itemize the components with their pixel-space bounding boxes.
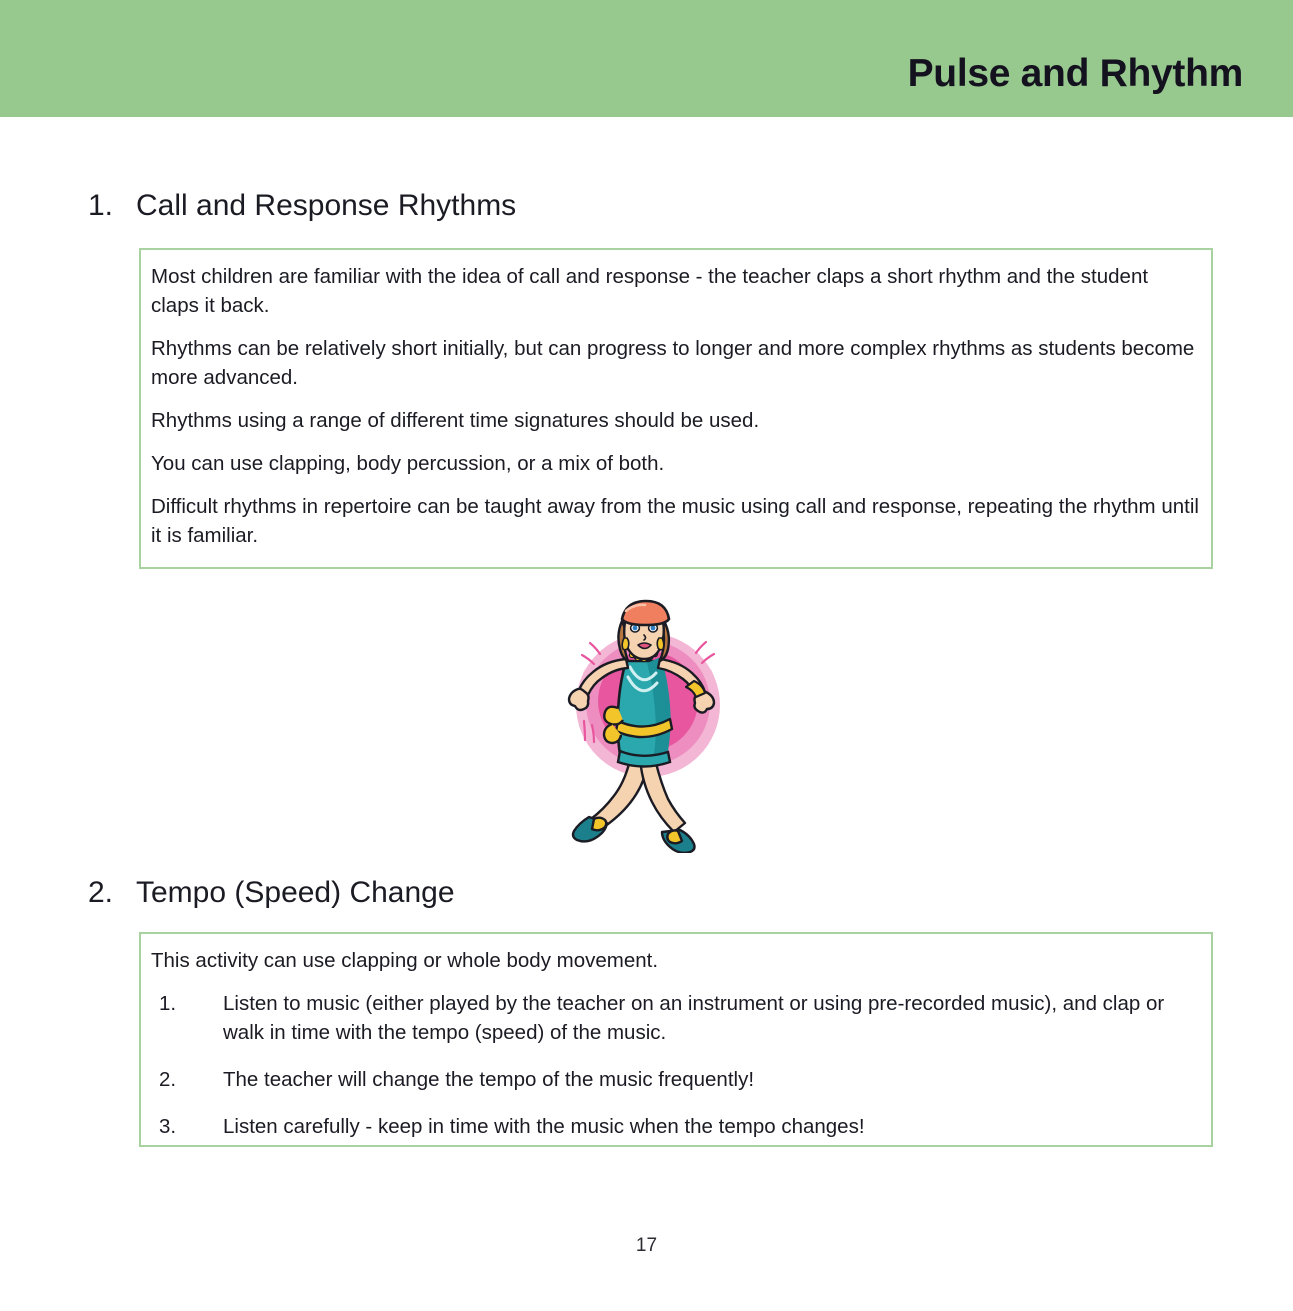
dancing-flapper-woman-illustration: [548, 595, 748, 853]
headband: [622, 601, 669, 625]
paragraph: You can use clapping, body percussion, or a mix of both.: [151, 452, 665, 475]
section-heading-2: [88, 878, 455, 908]
list-item: [151, 1065, 1199, 1094]
call-and-response-content-box: [139, 248, 1213, 569]
paragraph: Difficult rhythms in repertoire can be taught away from the music using call and response, repeating the rhythm until it is familiar.: [151, 495, 1199, 547]
page-number: 17: [635, 1235, 658, 1256]
list-marker: 1.: [159, 992, 177, 1015]
intro-paragraph: This activity can use clapping or whole body movement.: [151, 949, 659, 972]
list-marker: 2.: [159, 1068, 177, 1091]
section-number-2: 2.: [88, 876, 114, 909]
tempo-steps-list: [151, 989, 1199, 1141]
list-item-text: Listen to music (either played by the teacher on an instrument or using pre-recorded music), and clap or walk in time with the tempo (speed) of the music.: [223, 992, 1165, 1044]
tempo-change-content-box: [139, 932, 1213, 1147]
list-item-text: The teacher will change the tempo of the music frequently!: [223, 1068, 755, 1091]
dress: [618, 657, 671, 767]
paragraph: Most children are familiar with the idea of call and response - the teacher claps a short rhythm and the student claps it back.: [151, 265, 1149, 317]
section-title-2: Tempo (Speed) Change: [136, 876, 455, 909]
section-title-1: Call and Response Rhythms: [136, 189, 517, 222]
page-title: Pulse and Rhythm: [907, 52, 1243, 95]
paragraph: Rhythms using a range of different time signatures should be used.: [151, 409, 760, 432]
list-item: [151, 989, 1199, 1047]
page-body: [0, 117, 1293, 1311]
list-marker: 3.: [159, 1115, 177, 1138]
paragraph: Rhythms can be relatively short initially, but can progress to longer and more complex rhythms as students become more advanced.: [151, 337, 1195, 389]
page-header-band: [0, 0, 1293, 117]
section-heading-1: [88, 191, 516, 221]
list-item: [151, 1112, 1199, 1141]
section-number-1: 1.: [88, 189, 114, 222]
list-item-text: Listen carefully - keep in time with the music when the tempo changes!: [223, 1115, 865, 1138]
